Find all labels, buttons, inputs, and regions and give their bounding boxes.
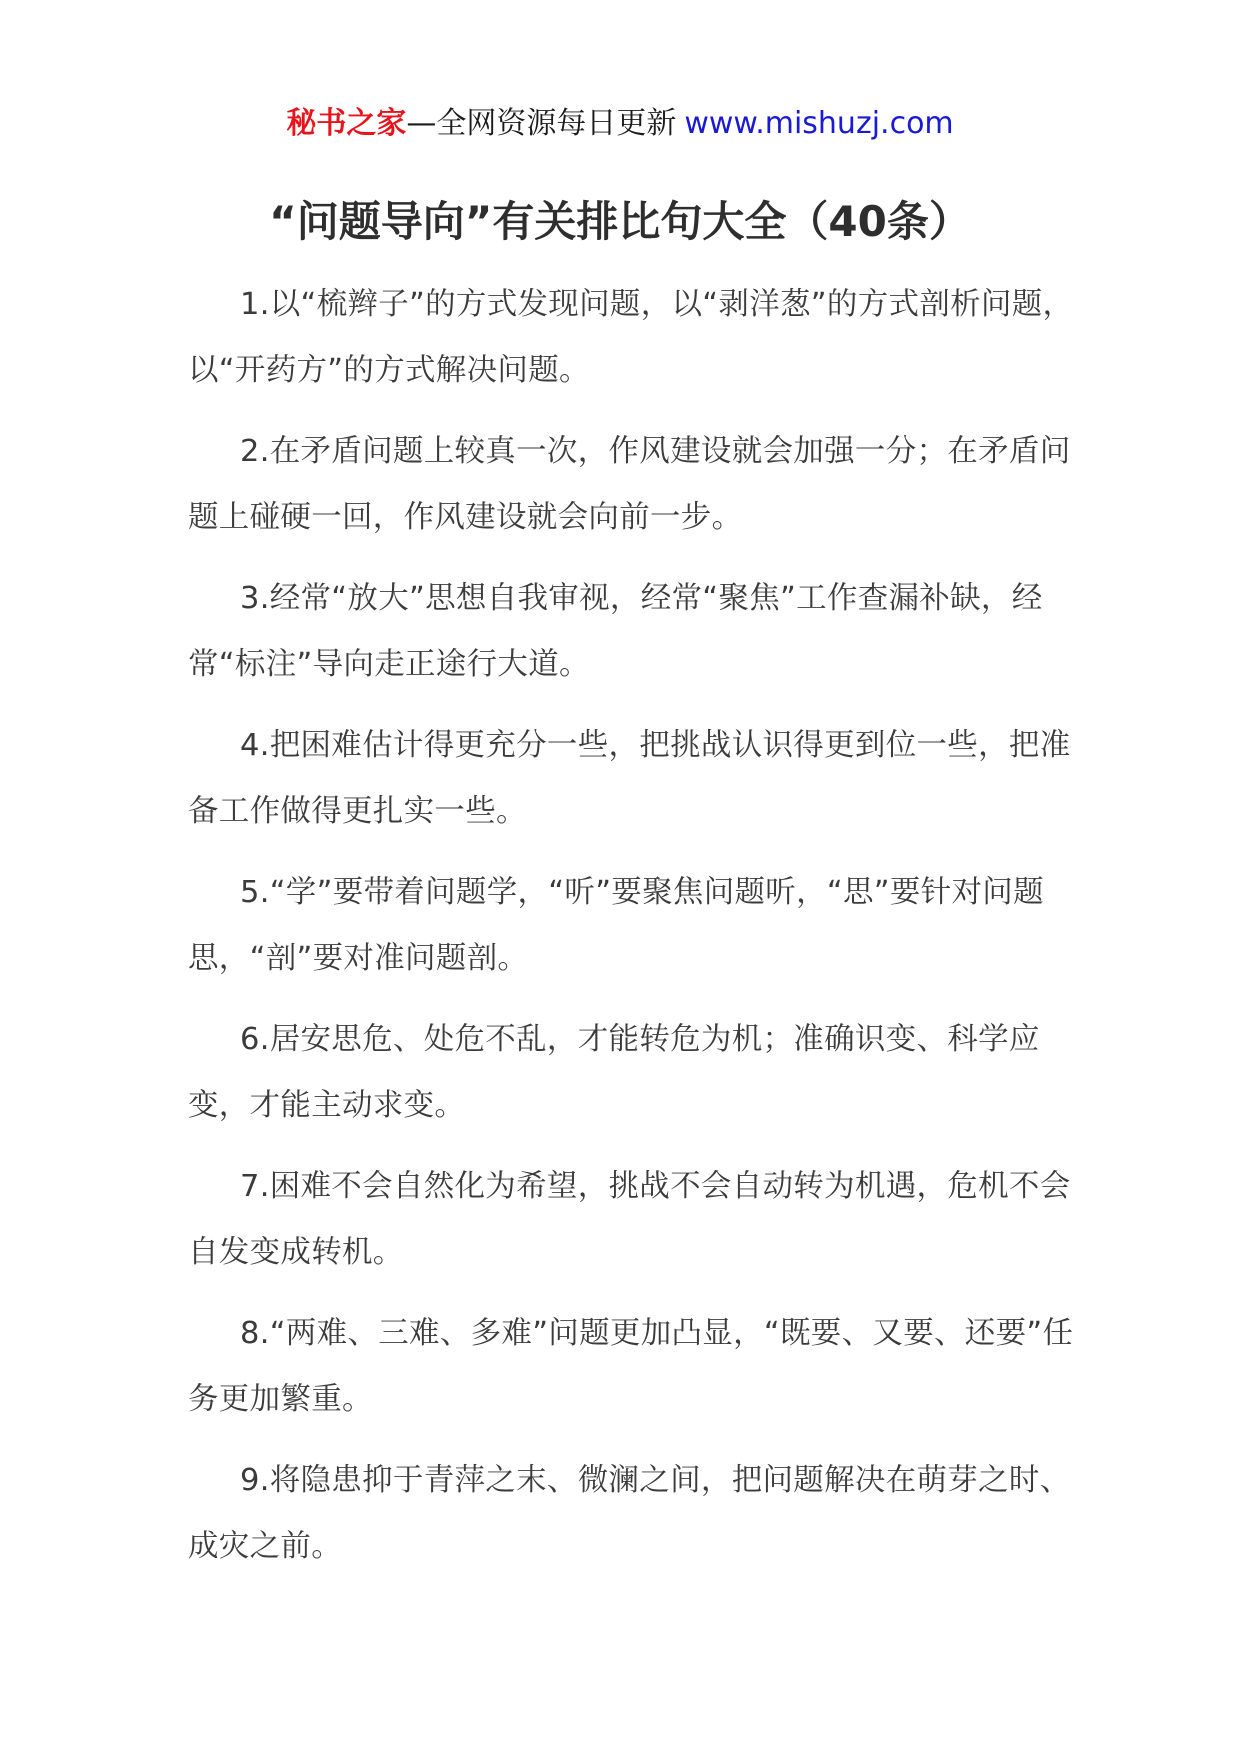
paragraph-7: 7.困难不会自然化为希望，挑战不会自动转为机遇，危机不会自发变成转机。 bbox=[188, 1169, 1071, 1270]
paragraph-8: 8.“两难、三难、多难”问题更加凸显，“既要、又要、还要”任务更加繁重。 bbox=[188, 1316, 1074, 1417]
paragraph-6: 6.居安思危、处危不乱，才能转危为机；准确识变、科学应变，才能主动求变。 bbox=[188, 1022, 1040, 1123]
banner-tagline: —全网资源每日更新 bbox=[406, 106, 677, 141]
document-title: “问题导向”有关排比句大全（40条） bbox=[269, 197, 971, 246]
paragraph-1: 1.以“梳辫子”的方式发现问题，以“剥洋葱”的方式剖析问题，以“开药方”的方式解决问题。 bbox=[188, 287, 1074, 388]
document-body bbox=[188, 272, 1078, 1595]
paragraph-4: 4.把困难估计得更充分一些，把挑战认识得更到位一些，把准备工作做得更扎实一些。 bbox=[188, 728, 1071, 829]
brand-name: 秘书之家 bbox=[286, 106, 407, 141]
paragraph-5: 5.“学”要带着问题学，“听”要聚焦问题听，“思”要针对问题思，“剖”要对准问题剖。 bbox=[188, 875, 1044, 976]
paragraph-2: 2.在矛盾问题上较真一次，作风建设就会加强一分；在矛盾问题上碰硬一回，作风建设就会向前一步。 bbox=[188, 434, 1071, 535]
site-banner bbox=[0, 100, 1240, 148]
paragraph-9: 9.将隐患抑于青萍之末、微澜之间，把问题解决在萌芽之时、成灾之前。 bbox=[188, 1463, 1071, 1564]
paragraph-3: 3.经常“放大”思想自我审视，经常“聚焦”工作查漏补缺，经常“标注”导向走正途行大道。 bbox=[188, 581, 1043, 682]
site-url-link[interactable]: www.mishuzj.com bbox=[684, 106, 954, 141]
